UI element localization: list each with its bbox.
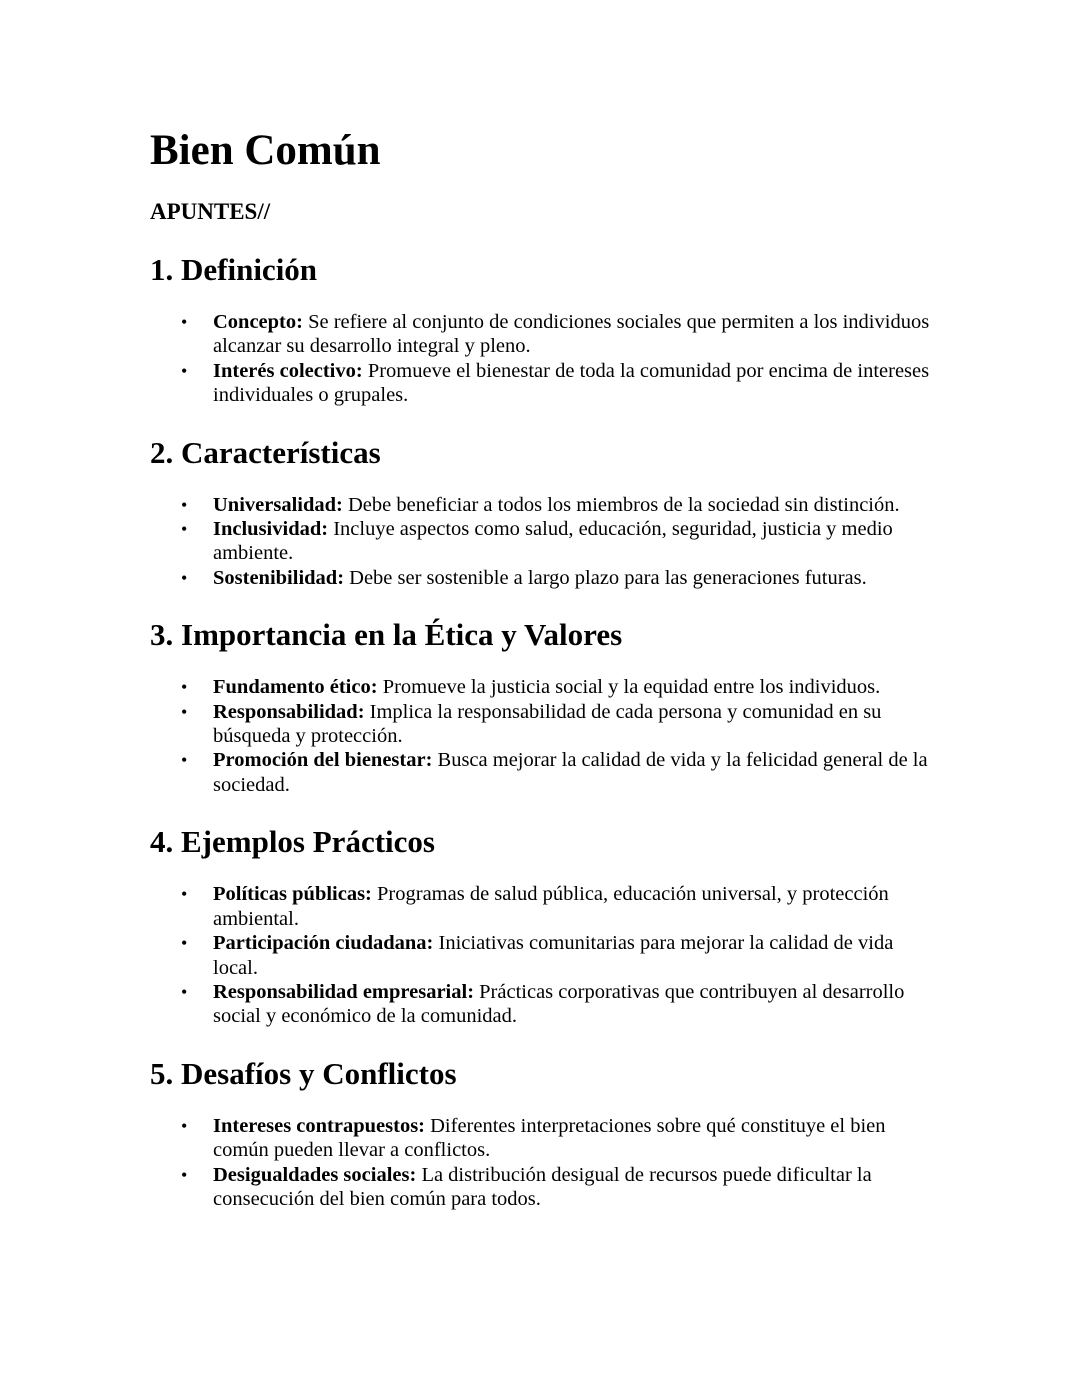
bullet-icon: • [181,1164,188,1185]
item-text: Diferentes interpretaciones sobre qué constituye el bien común pueden llevar a conflictos. [213,1114,886,1162]
item-text: Se refiere al conjunto de condiciones sociales que permiten a los individuos alcanzar su desarrollo integral y pleno. [213,311,930,358]
list-item [150,1114,933,1163]
list-item [150,882,933,931]
bullet-icon: • [181,312,188,332]
item-term: Participación ciudadana: [213,932,434,955]
list-item [150,931,933,980]
bullet-list [150,1114,950,1212]
bullet-icon: • [181,360,188,381]
bullet-list [150,882,950,1028]
bullet-icon: • [181,494,188,515]
list-item [150,359,933,408]
document-subtitle: APUNTES// [150,199,271,224]
item-term: Inclusividad: [213,518,329,541]
bullet-icon: • [181,981,188,1002]
item-term: Universalidad: [213,493,343,516]
item-term: Políticas públicas: [213,883,372,906]
document-title: Bien Común [150,127,381,174]
section-heading: 5. Desafíos y Conflictos [150,1055,457,1091]
item-text: Debe ser sostenible a largo plazo para las generaciones futuras. [349,566,867,589]
list-item [150,1163,933,1212]
list-item [150,566,933,590]
section-definicion [150,252,950,408]
item-term: Sostenibilidad: [213,566,345,589]
section-heading: 2. Características [150,434,381,470]
list-item [150,748,933,797]
section-caracteristicas [150,435,950,591]
list-item [150,517,933,566]
section-heading: 3. Importancia en la Ética y Valores [150,617,623,653]
bullet-icon: • [181,567,188,588]
item-text: Incluye aspectos como salud, educación, seguridad, justicia y medio ambiente. [213,518,893,565]
list-item [150,310,933,359]
bullet-icon: • [181,1115,188,1136]
item-text: Programas de salud pública, educación universal, y protección ambiental. [213,883,889,930]
item-term: Concepto: [213,311,303,333]
list-item [150,700,933,749]
bullet-list [150,310,950,408]
item-term: Interés colectivo: [213,359,363,382]
bullet-icon: • [181,677,188,698]
item-text: Busca mejorar la calidad de vida y la felicidad general de la sociedad. [213,749,928,796]
item-text: Promueve el bienestar de toda la comunidad por encima de intereses individuales o grupales. [213,359,930,407]
section-desafios [150,1056,950,1212]
item-text: Debe beneficiar a todos los miembros de la sociedad sin distinción. [347,493,900,516]
item-text: La distribución desigual de recursos puede dificultar la consecución del bien común para todos. [213,1163,872,1210]
section-heading: 1. Definición [150,252,318,287]
item-text: Implica la responsabilidad de cada persona y comunidad en su búsqueda y protección. [213,700,882,748]
list-item [150,493,933,517]
bullet-icon: • [181,750,188,771]
bullet-icon: • [181,701,188,722]
section-heading: 4. Ejemplos Prácticos [150,824,435,860]
bullet-icon: • [181,884,188,905]
item-term: Desigualdades sociales: [213,1163,417,1186]
section-importancia [150,617,950,797]
item-term: Intereses contrapuestos: [213,1114,425,1137]
item-term: Responsabilidad empresarial: [213,980,475,1003]
item-text: Promueve la justicia social y la equidad entre los individuos. [382,676,881,699]
bullet-icon: • [181,933,188,954]
bullet-list [150,675,950,797]
item-term: Promoción del bienestar: [213,749,433,772]
bullet-list [150,493,950,591]
list-item [150,675,933,699]
list-item [150,980,933,1029]
item-term: Fundamento ético: [213,676,378,699]
section-ejemplos [150,824,950,1028]
item-term: Responsabilidad: [213,700,365,723]
bullet-icon: • [181,519,188,540]
item-text: Iniciativas comunitarias para mejorar la calidad de vida local. [213,932,894,979]
item-text: Prácticas corporativas que contribuyen al desarrollo social y económico de la comunidad. [213,980,905,1028]
document-page [150,126,950,1211]
